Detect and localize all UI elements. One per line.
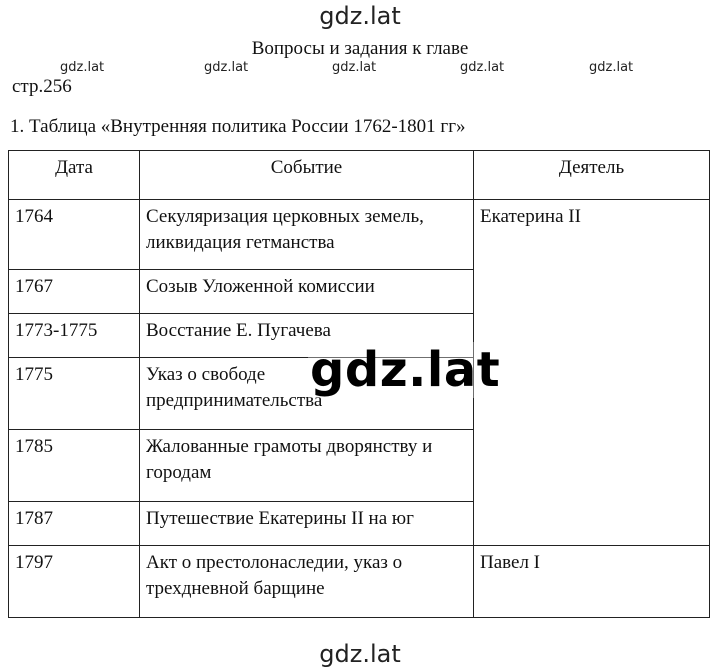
date-cell: 1773-1775 [9, 314, 140, 358]
date-cell: 1764 [9, 200, 140, 270]
event-line: городам [146, 462, 212, 483]
date-cell: 1775 [9, 358, 140, 430]
event-line: предпринимательства [146, 390, 323, 411]
event-line: Жалованные грамоты дворянству и [146, 436, 433, 457]
section-subtitle: Вопросы и задания к главе [251, 38, 469, 59]
event-line: Секуляризация церковных земель, [146, 206, 424, 227]
figure-cell: Павел I [474, 546, 710, 618]
watermark-small: gdz.lat [204, 60, 249, 75]
event-line: Путешествие Екатерины II на юг [146, 508, 414, 529]
date-cell: 1767 [9, 270, 140, 314]
watermark-small: gdz.lat [332, 60, 377, 75]
watermark-center: gdz.lat [310, 342, 501, 398]
event-cell [140, 502, 474, 546]
event-line: Восстание Е. Пугачева [146, 320, 331, 341]
watermark-small: gdz.lat [589, 60, 634, 75]
watermark-top: gdz.lat [319, 2, 401, 30]
event-cell [140, 430, 474, 502]
event-line: Указ о свободе [146, 364, 266, 385]
event-cell [140, 200, 474, 270]
event-cell [140, 270, 474, 314]
table-row [9, 546, 710, 618]
event-line: ликвидация гетманства [146, 232, 335, 253]
header-date: Дата [9, 151, 140, 200]
event-line: трехдневной барщине [146, 578, 325, 599]
watermark-small: gdz.lat [460, 60, 505, 75]
task-title: 1. Таблица «Внутренняя политика России 1762-1801 гг» [10, 116, 466, 137]
watermark-bottom: gdz.lat [319, 640, 401, 668]
date-cell: 1785 [9, 430, 140, 502]
event-cell [140, 546, 474, 618]
event-line: Акт о престолонаследии, указ о [146, 552, 403, 573]
event-line: Созыв Уложенной комиссии [146, 276, 375, 297]
figure-cell: Екатерина II [474, 200, 710, 546]
watermark-small: gdz.lat [60, 60, 105, 75]
date-cell: 1787 [9, 502, 140, 546]
date-cell: 1797 [9, 546, 140, 618]
header-figure: Деятель [474, 151, 710, 200]
table-header-row [9, 151, 710, 200]
page-reference: стр.256 [12, 76, 72, 97]
table-row [9, 200, 710, 270]
header-event: Событие [140, 151, 474, 200]
